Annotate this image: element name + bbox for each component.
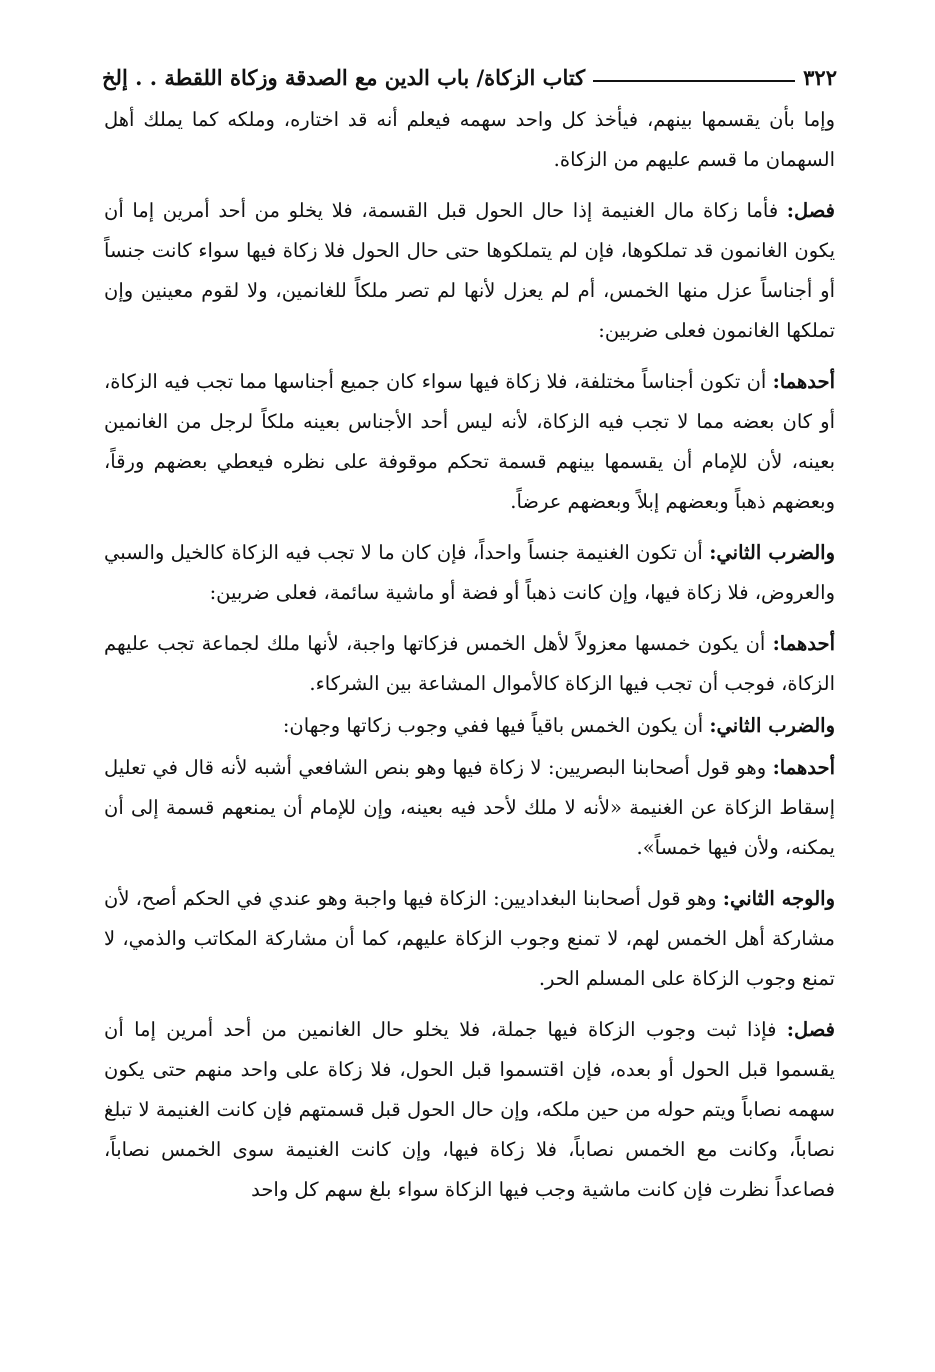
body-text: [104, 100, 835, 1210]
page-header: [102, 56, 837, 90]
paragraph-text: فإذا ثبت وجوب الزكاة فيها جملة، فلا يخلو حال الغانمين من أحد أمرين إما أن يقسموا قبل الحول أو بعده، فإن اقتسموا قبل الحول، فلا زكاة على واحد منهم حتى يكون سهمه نصاباً ويتم حوله من حين ملكه، وإن حال الحول قبل قسمتهم فإن كانت الغنيمة لا تبلغ نصاباً، وكانت مع الخمس نصاباً، فلا زكاة فيها، وإن كانت الغنيمة سوى الخمس نصاباً، فصاعداً نظرت فإن كانت ماشية وجب فيها الزكاة سواء بلغ سهم كل واحد: [104, 1018, 835, 1201]
paragraph-lead: فصل:: [786, 1018, 835, 1041]
page-number: ٣٢٢: [803, 65, 837, 90]
paragraph-lead: والضرب الثاني:: [709, 541, 835, 564]
paragraph-text: وهو قول أصحابنا البصريين: لا زكاة فيها وهو بنص الشافعي أشبه لأنه قال في تعليل إسقاط الزكاة عن الغنيمة «لأنه لا ملك لأحد فيه بعينه، وإن للإمام أن يمنعهم قسمة إلى أن يمكنه، ولأن فيها خمساً».: [104, 756, 835, 859]
paragraph-first-type: [104, 362, 835, 522]
paragraph-text: وإما بأن يقسمها بينهم، فيأخذ كل واحد سهمه فيعلم أنه قد اختاره، وملكه كما يملك أهل السهمان ما قسم عليهم من الزكاة.: [104, 108, 835, 171]
paragraph-second-view: [104, 879, 835, 999]
running-title: كتاب الزكاة/ باب الدين مع الصدقة وزكاة اللقطة . . إلخ: [102, 65, 586, 90]
paragraph-text: أن تكون الغنيمة جنساً واحداً، فإن كان ما لا تجب فيه الزكاة كالخيل والسبي والعروض، فلا زكاة فيها، وإن كانت ذهباً أو فضة أو ماشية سائمة، فعلى ضربين:: [104, 541, 835, 604]
paragraph-lead: أحدهما:: [772, 756, 836, 779]
paragraph-text: أن يكون الخمس باقياً فيها ففي وجوب زكاتها وجهان:: [282, 714, 704, 737]
paragraph-lead: فصل:: [786, 199, 835, 222]
paragraph-second-case: [104, 706, 835, 746]
paragraph-text: أن يكون خمسها معزولاً لأهل الخمس فزكاتها واجبة، لأنها ملك لجماعة تجب عليهم الزكاة، فوجب أن تجب فيها الزكاة كالأموال المشاعة بين الشركاء.: [104, 632, 835, 695]
paragraph-text: فأما زكاة مال الغنيمة إذا حال الحول قبل القسمة، فلا يخلو من أحد أمرين إما أن يكون الغانمون قد تملكوها، فإن لم يتملكوها حتى حال الحول فلا زكاة فيها سواء كانت جنساً أو أجناساً عزل منها الخمس، أم لم يعزل لأنها لم تصر ملكاً للغانمين، ولا لقوم معينين وإن تملكها الغانمون فعلى ضربين:: [104, 199, 835, 342]
paragraph-second-type: [104, 533, 835, 613]
paragraph-lead: أحدهما:: [772, 370, 835, 393]
paragraph-continuation: [104, 100, 835, 180]
paragraph-lead: والوجه الثاني:: [722, 887, 835, 910]
paragraph-first-case: [104, 624, 835, 704]
paragraph-text: وهو قول أصحابنا البغداديين: الزكاة فيها واجبة وهو عندي في الحكم أصح، لأن مشاركة أهل الخمس لهم، لا تمنع وجوب الزكاة عليهم، كما أن مشاركة المكاتب والذمي، لا تمنع وجوب الزكاة على المسلم الحر.: [104, 887, 835, 990]
paragraph-text: أن تكون أجناساً مختلفة، فلا زكاة فيها سواء كان جميع أجناسها مما تجب فيه الزكاة، أو كان بعضه مما لا تجب فيه الزكاة، لأنه ليس أحد الأجناس بعينه ملكاً لرجل من الغانمين بعينه، لأن للإمام أن يقسمها بينهم قسمة تحكم موقوفة على نظره فيعطي بعضهم ورقاً، وبعضهم ذهباً وبعضهم إبلاً وبعضهم عرضاً.: [104, 370, 835, 513]
paragraph-lead: والضرب الثاني:: [709, 714, 835, 737]
header-rule: [593, 80, 795, 82]
paragraph-lead: أحدهما:: [772, 632, 836, 655]
paragraph-first-view: [104, 748, 835, 868]
paragraph-fasl-1: [104, 191, 835, 351]
paragraph-fasl-2: [104, 1010, 835, 1210]
